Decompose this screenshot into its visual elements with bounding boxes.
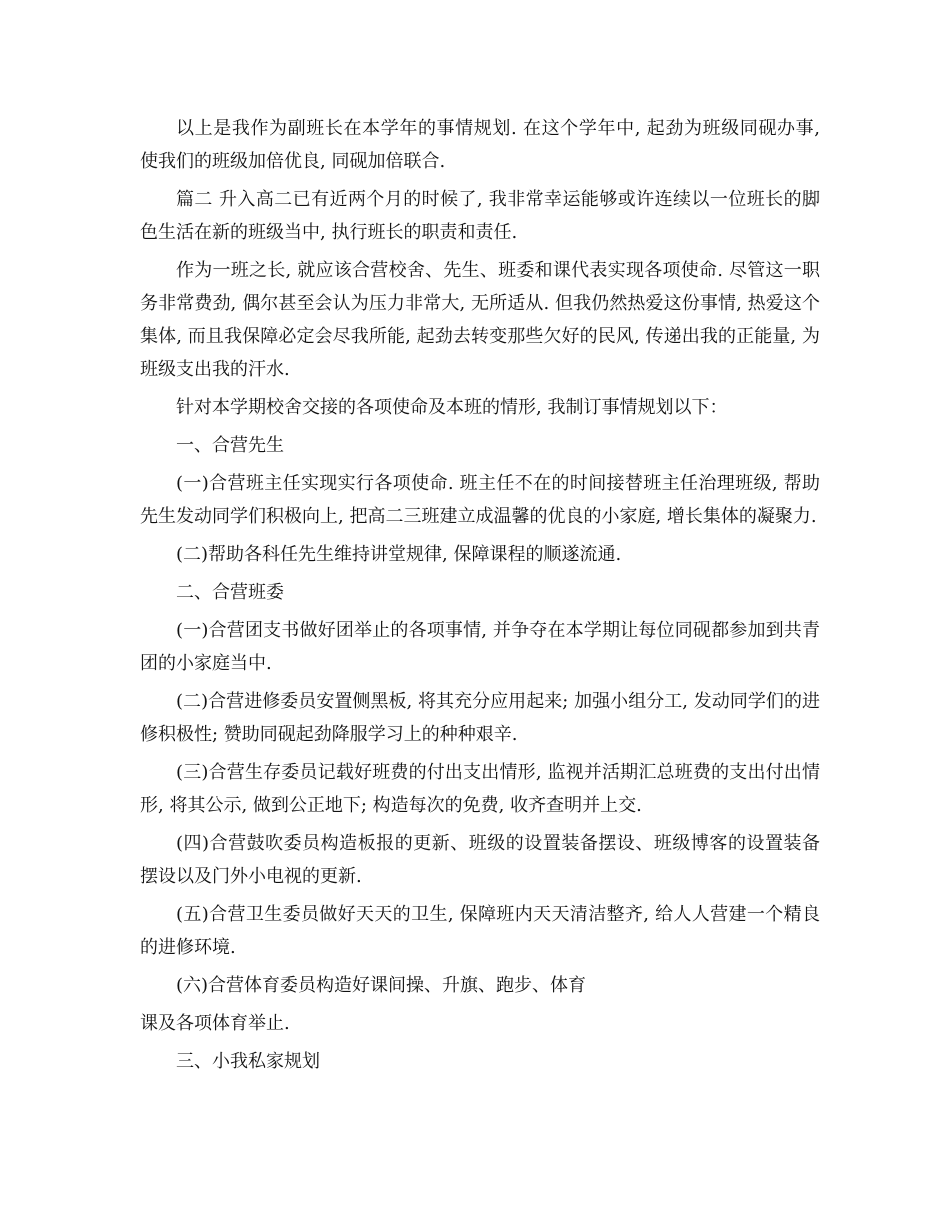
paragraph-item-2-1: (一)合营团支书做好团举止的各项事情, 并争夺在本学期让每位同砚都参加到共青团的小家庭当中. xyxy=(140,620,820,674)
heading-personal-plan: 三、小我私家规划 xyxy=(176,1051,320,1072)
paragraph-item-2-6-continued: 课及各项体育举止. xyxy=(140,1013,290,1034)
paragraph-item-2-6: (六)合营体育委员构造好课间操、升旗、跑步、体育 xyxy=(176,975,587,996)
paragraph-part-two-intro: 篇二 升入高二已有近两个月的时候了, 我非常幸运能够或许连续以一位班长的脚色生活在新的班级当中, 执行班长的职责和责任. xyxy=(140,189,820,243)
paragraph-item-1-2: (二)帮助各科任先生维持讲堂规律, 保障课程的顺遂流通. xyxy=(176,544,622,565)
document-body xyxy=(140,112,820,1083)
paragraph-item-1-1: (一)合营班主任实现实行各项使命. 班主任不在的时间接替班主任治理班级, 帮助先生发动同学们积极向上, 把高二三班建立成温馨的优良的小家庭, 增长集体的凝聚力. xyxy=(140,473,820,527)
paragraph-item-2-3: (三)合营生存委员记载好班费的付出支出情形, 监视并活期汇总班费的支出付出情形, 将其公示, 做到公正地下; 构造每次的免费, 收齐查明并上交. xyxy=(140,762,820,816)
heading-cooperate-teachers: 一、合营先生 xyxy=(176,435,284,456)
heading-cooperate-committee: 二、合营班委 xyxy=(176,582,284,603)
paragraph-plan-intro: 针对本学期校舍交接的各项使命及本班的情形, 我制订事情规划以下： xyxy=(176,397,728,418)
paragraph-item-2-2: (二)合营进修委员安置侧黑板, 将其充分应用起来; 加强小组分工, 发动同学们的进修积极性; 赞助同砚起劲降服学习上的种种艰辛. xyxy=(140,691,820,745)
paragraph-monitor-role: 作为一班之长, 就应该合营校舍、先生、班委和课代表实现各项使命. 尽管这一职务非常费劲, 偶尔甚至会认为压力非常大, 无所适从. 但我仍然热爱这份事情, 热爱这个集体, 而且我保障必定会尽我所能, 起劲去转变那些欠好的民风, 传递出我的正能量, 为班级支出我的汗水. xyxy=(140,260,820,380)
paragraph-summary: 以上是我作为副班长在本学年的事情规划. 在这个学年中, 起劲为班级同砚办事, 使我们的班级加倍优良, 同砚加倍联合. xyxy=(140,118,820,172)
paragraph-item-2-4: (四)合营鼓吹委员构造板报的更新、班级的设置装备摆设、班级博客的设置装备摆设以及门外小电视的更新. xyxy=(140,833,820,887)
paragraph-item-2-5: (五)合营卫生委员做好天天的卫生, 保障班内天天清洁整齐, 给人人营建一个精良的进修环境. xyxy=(140,904,820,958)
